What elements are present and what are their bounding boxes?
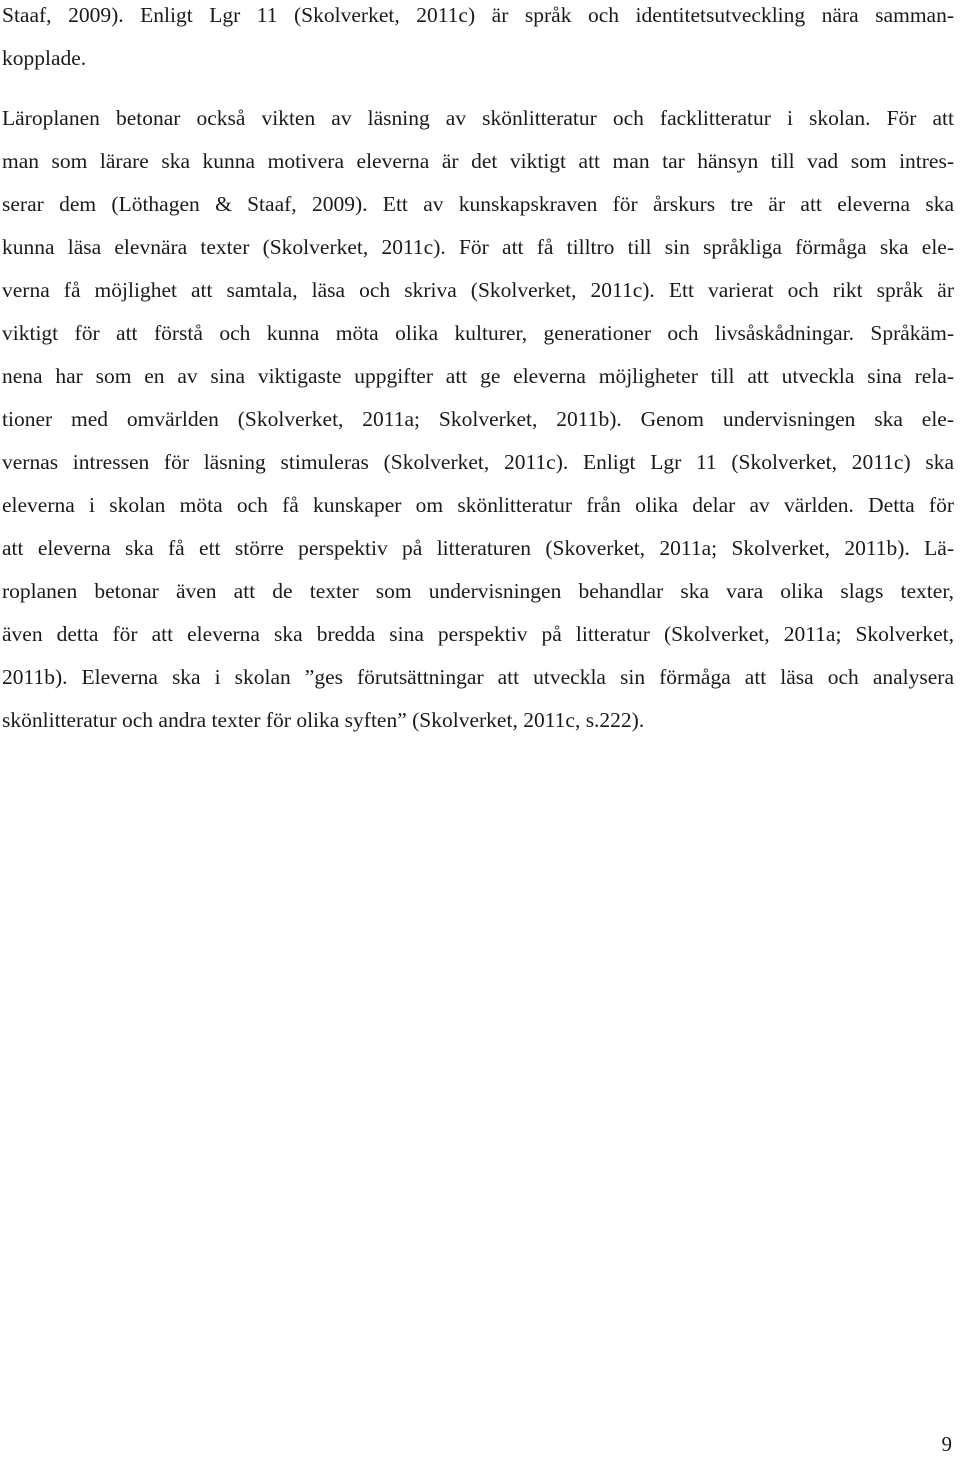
paragraph-1 — [2, 0, 954, 80]
text-line: även detta för att eleverna ska bredda sina perspektiv på litteratur (Skolverket, 2011a; Skolverket, — [2, 622, 954, 646]
text-line: eleverna i skolan möta och få kunskaper om skönlitteratur från olika delar av världen. Detta för — [2, 493, 954, 517]
text-line: serar dem (Löthagen & Staaf, 2009). Ett av kunskapskraven för årskurs tre är att eleverna ska — [2, 192, 954, 216]
text-line: kunna läsa elevnära texter (Skolverket, 2011c). För att få tilltro till sin språkliga förmåga ska ele- — [2, 235, 954, 259]
text-line: roplanen betonar även att de texter som undervisningen behandlar ska vara olika slags texter, — [2, 579, 954, 603]
text-line: tioner med omvärlden (Skolverket, 2011a; Skolverket, 2011b). Genom undervisningen ska ele- — [2, 407, 954, 431]
text-line: att eleverna ska få ett större perspektiv på litteraturen (Skoverket, 2011a; Skolverket, 2011b). Lä- — [2, 536, 954, 560]
text-line: verna få möjlighet att samtala, läsa och skriva (Skolverket, 2011c). Ett varierat och rikt språk är — [2, 278, 954, 302]
text-line: Staaf, 2009). Enligt Lgr 11 (Skolverket, 2011c) är språk och identitetsutveckling nära samman- — [2, 3, 954, 27]
text-line: nena har som en av sina viktigaste uppgifter att ge eleverna möjligheter till att utveckla sina rela- — [2, 364, 954, 388]
text-line: vernas intressen för läsning stimuleras (Skolverket, 2011c). Enligt Lgr 11 (Skolverket, 2011c) ska — [2, 450, 954, 474]
text-line: man som lärare ska kunna motivera eleverna är det viktigt att man tar hänsyn till vad som intres- — [2, 149, 954, 173]
text-line: Läroplanen betonar också vikten av läsning av skönlitteratur och facklitteratur i skolan. För att — [2, 106, 954, 130]
page-number: 9 — [941, 1432, 952, 1456]
text-line: skönlitteratur och andra texter för olika syften” (Skolverket, 2011c, s.222). — [2, 708, 645, 732]
text-line: kopplade. — [2, 46, 87, 70]
paragraph-2 — [2, 97, 954, 742]
text-line: viktigt för att förstå och kunna möta olika kulturer, generationer och livsåskådningar. Språkäm- — [2, 321, 954, 345]
text-line: 2011b). Eleverna ska i skolan ”ges förutsättningar att utveckla sin förmåga att läsa och analysera — [2, 665, 954, 689]
